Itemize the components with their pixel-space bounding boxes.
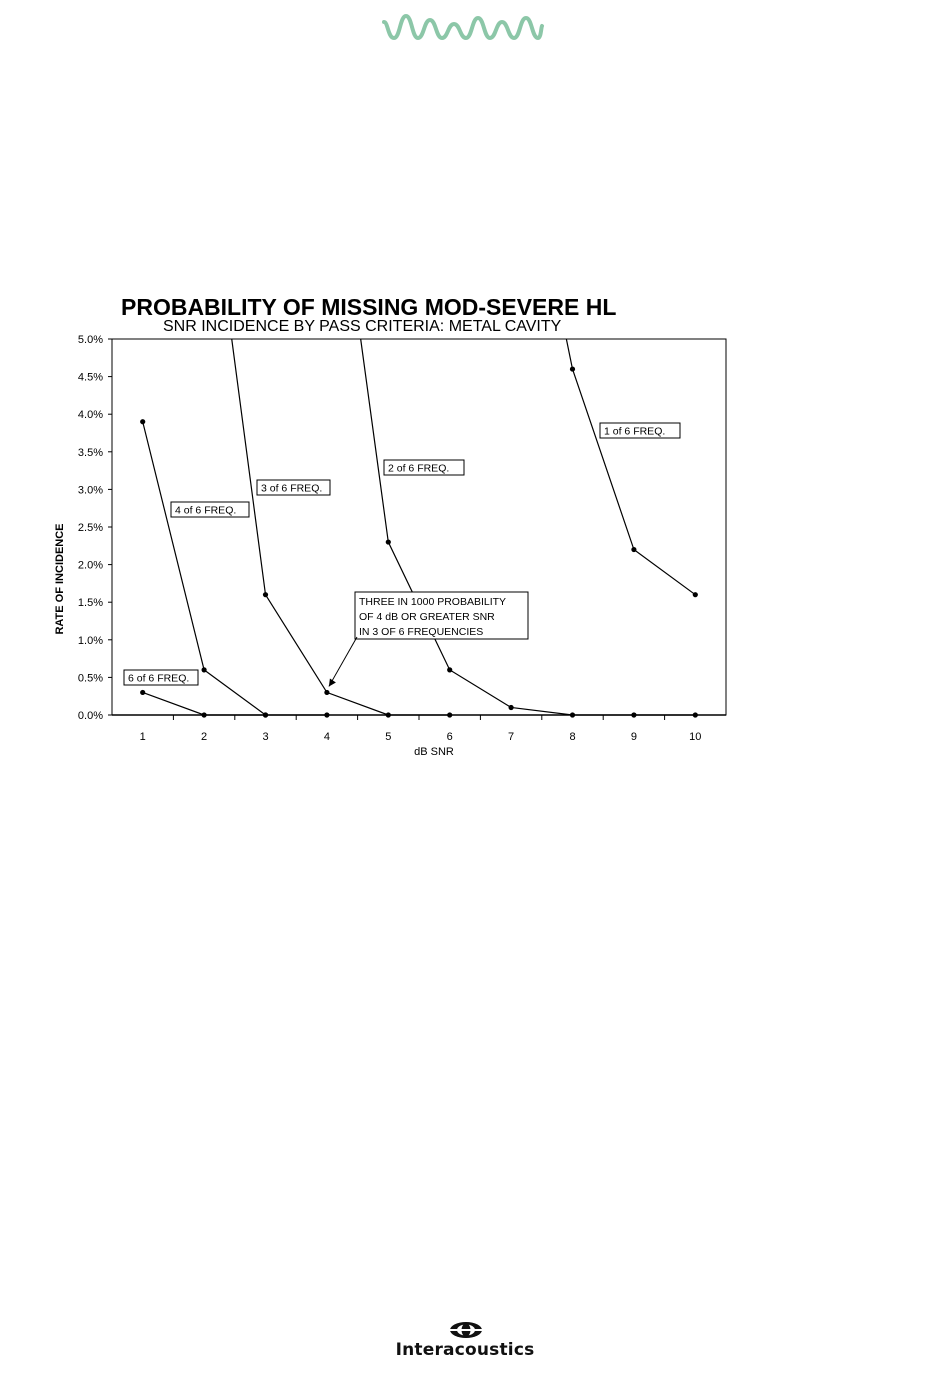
- series-line: [143, 692, 266, 715]
- series-label: 2 of 6 FREQ.: [388, 462, 450, 475]
- y-tick-label: 5.0%: [77, 334, 103, 346]
- plot-area-frame: [112, 339, 726, 715]
- x-tick-label: 4: [323, 731, 330, 743]
- annotation-text: OF 4 dB OR GREATER SNR: [359, 611, 495, 623]
- x-tick-label: 3: [262, 731, 269, 743]
- x-tick-label: 5: [385, 731, 392, 743]
- y-tick-label: 1.0%: [77, 634, 103, 647]
- y-tick-label: 3.0%: [77, 484, 103, 497]
- y-tick-label: 0.5%: [77, 672, 103, 685]
- series-line: [566, 339, 695, 595]
- data-point: [140, 690, 145, 695]
- data-point: [263, 712, 268, 717]
- globe-mark-icon: [448, 1320, 484, 1340]
- x-tick-label: 2: [201, 731, 208, 743]
- data-point: [509, 705, 514, 710]
- series-line: [361, 339, 696, 715]
- series-label: 3 of 6 FREQ.: [261, 482, 323, 495]
- series-label: 6 of 6 FREQ.: [128, 672, 190, 685]
- series-label: 4 of 6 FREQ.: [175, 504, 237, 517]
- y-tick-label: 0.0%: [77, 710, 103, 722]
- data-point: [570, 712, 575, 717]
- data-point: [386, 539, 391, 544]
- series-line: [232, 339, 450, 715]
- footer-logo: [385, 1320, 545, 1364]
- footer-brand: Interacoustics: [395, 1340, 535, 1360]
- y-tick-label: 2.0%: [77, 559, 103, 572]
- y-tick-label: 3.5%: [77, 446, 103, 459]
- chart-title: PROBABILITY OF MISSING MOD-SEVERE HL: [121, 294, 617, 320]
- data-point: [140, 419, 145, 424]
- data-point: [263, 592, 268, 597]
- y-tick-label: 2.5%: [77, 522, 103, 534]
- x-axis-title: dB SNR: [414, 746, 454, 758]
- annotation-text: THREE IN 1000 PROBABILITY: [359, 596, 507, 608]
- data-point: [693, 592, 698, 597]
- y-tick-label: 4.5%: [77, 371, 103, 384]
- data-point: [386, 712, 391, 717]
- chart-subtitle: SNR INCIDENCE BY PASS CRITERIA: METAL CAVITY: [163, 318, 562, 335]
- data-point: [631, 547, 636, 552]
- annotation-text: IN 3 OF 6 FREQUENCIES: [359, 626, 484, 638]
- data-point: [324, 690, 329, 695]
- y-tick-label: 4.0%: [77, 409, 103, 422]
- data-point: [693, 712, 698, 717]
- data-point: [447, 667, 452, 672]
- x-tick-label: 8: [569, 731, 576, 743]
- y-tick-label: 1.5%: [77, 597, 103, 610]
- x-tick-label: 10: [689, 731, 702, 743]
- data-point: [202, 712, 207, 717]
- y-axis-title: RATE OF INCIDENCE: [54, 523, 66, 635]
- data-point: [447, 712, 452, 717]
- x-tick-label: 1: [139, 731, 146, 743]
- x-tick-label: 6: [446, 731, 453, 743]
- x-tick-label: 7: [508, 731, 515, 743]
- annotation-arrow-line: [329, 637, 357, 686]
- series-label: 1 of 6 FREQ.: [604, 425, 666, 438]
- data-point: [570, 366, 575, 371]
- x-tick-label: 9: [630, 731, 637, 743]
- data-point: [324, 712, 329, 717]
- data-point: [631, 712, 636, 717]
- data-point: [202, 667, 207, 672]
